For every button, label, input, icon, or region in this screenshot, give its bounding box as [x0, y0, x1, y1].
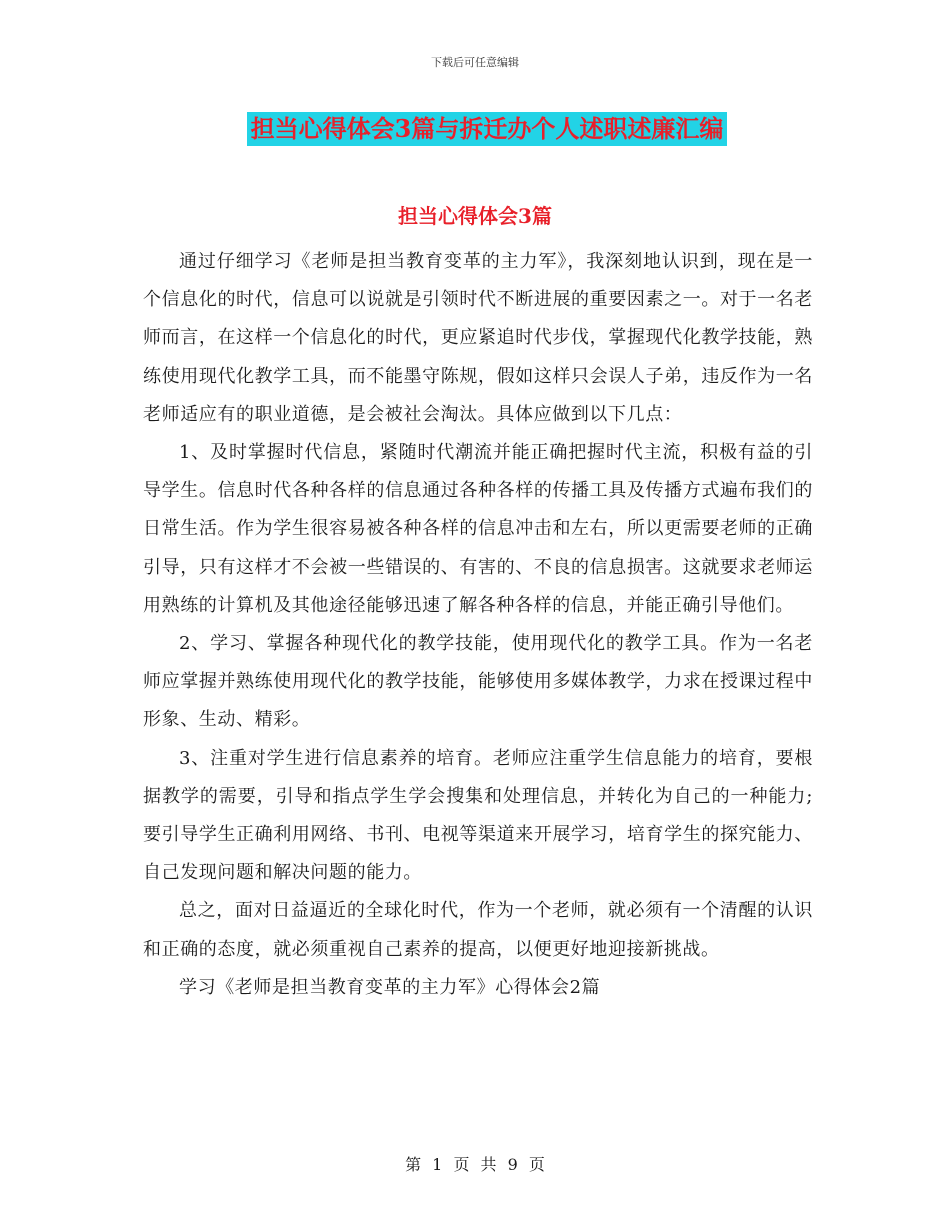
paragraph: 3、注重对学生进行信息素养的培育。老师应注重学生信息能力的培育，要根据教学的需要，引导和指点学生学会搜集和处理信息，并转化为自己的一种能力;要引导学生正确利用网络、书刊、电视等渠道来开展学习，培育学生的探究能力、自己发现问题和解决问题的能力。 [143, 747, 813, 884]
page-number-footer: 第 1 页 共 9 页 [405, 1155, 545, 1174]
paragraph: 学习《老师是担当教育变革的主力军》心得体会2篇 [179, 976, 601, 998]
document-title-container [0, 112, 950, 146]
paragraph: 1、及时掌握时代信息，紧随时代潮流并能正确把握时代主流，积极有益的引导学生。信息时代各种各样的信息通过各种各样的传播工具及传播方式遍布我们的日常生活。作为学生很容易被各种各样的信息冲击和左右，所以更需要老师的正确引导，只有这样才不会被一些错误的、有害的、不良的信息损害。这就要求老师运用熟练的计算机及其他途径能够迅速了解各种各样的信息，并能正确引导他们。 [143, 442, 813, 616]
page-header-note: 下载后可任意编辑 [431, 56, 519, 69]
section-title: 担当心得体会3篇 [398, 204, 552, 228]
document-title: 担当心得体会3篇与拆迁办个人述职述廉汇编 [247, 112, 728, 146]
paragraph: 通过仔细学习《老师是担当教育变革的主力军》，我深刻地认识到，现在是一个信息化的时代，信息可以说就是引领时代不断进展的重要因素之一。对于一名老师而言，在这样一个信息化的时代，更应紧追时代步伐，掌握现代化教学技能，熟练使用现代化教学工具，而不能墨守陈规，假如这样只会误人子弟，违反作为一名老师适应有的职业道德，是会被社会淘汰。具体应做到以下几点： [143, 251, 813, 425]
document-body [143, 243, 813, 1007]
paragraph: 总之，面对日益逼近的全球化时代，作为一个老师，就必须有一个清醒的认识和正确的态度，就必须重视自己素养的提高，以便更好地迎接新挑战。 [143, 900, 813, 960]
paragraph: 2、学习、掌握各种现代化的教学技能，使用现代化的教学工具。作为一名老师应掌握并熟练使用现代化的教学技能，能够使用多媒体教学，力求在授课过程中形象、生动、精彩。 [143, 633, 813, 731]
